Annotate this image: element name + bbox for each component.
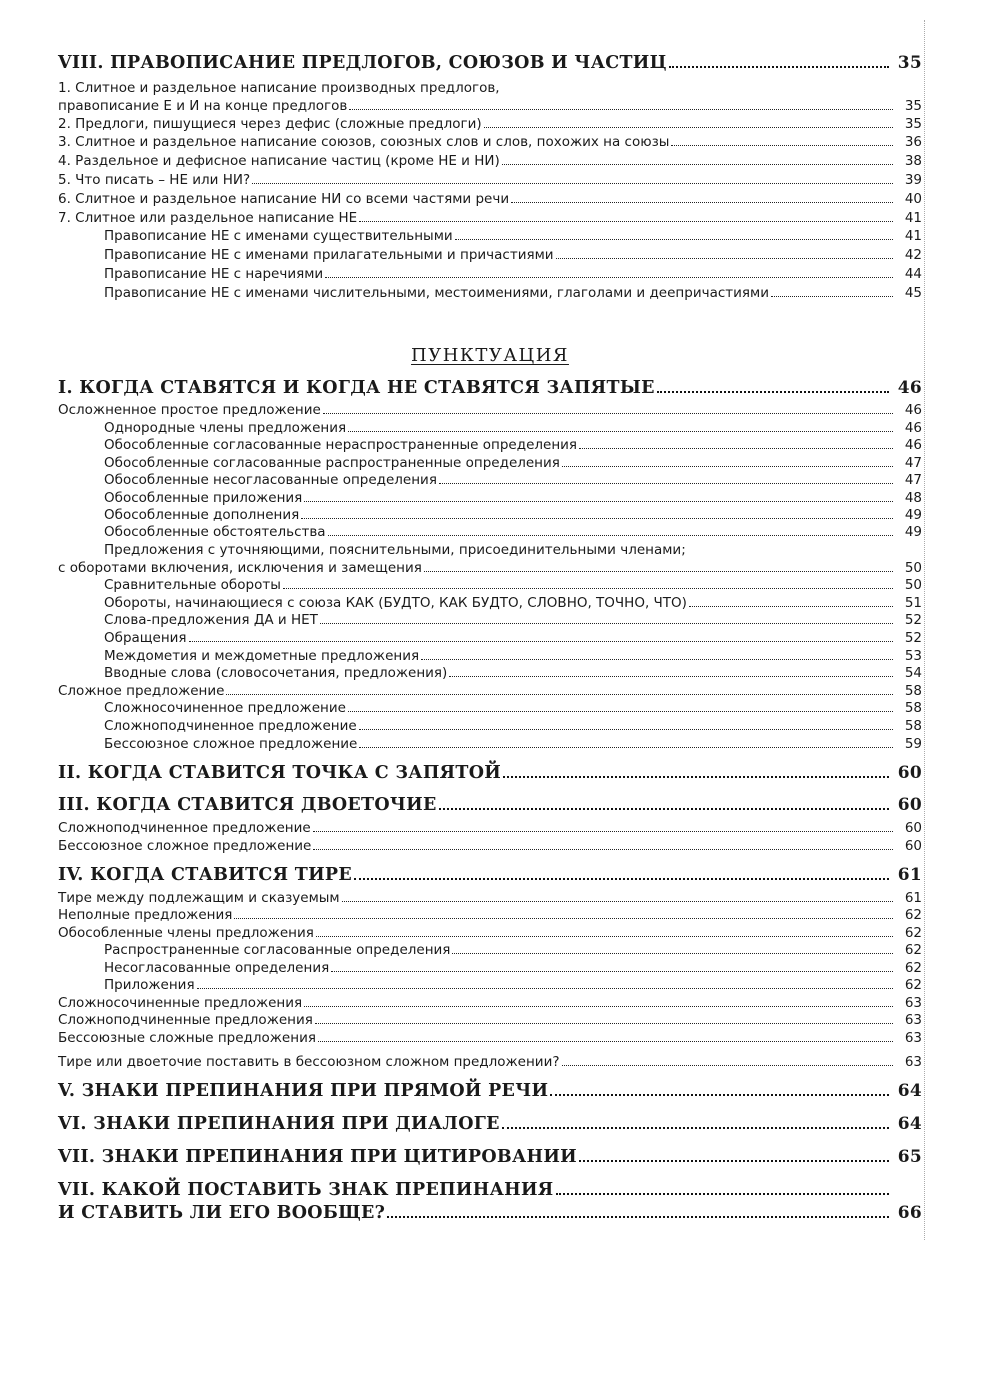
dot-leader [331,970,893,972]
toc-entry [58,472,922,488]
toc-entry-title: 7. Слитное или раздельное написание НЕ [58,210,358,226]
toc-entry-title: Обособленные члены предложения [58,925,314,941]
toc-page-number: 46 [904,402,922,418]
dot-leader [579,1159,889,1162]
toc-page-number: 42 [904,247,922,263]
toc-entry [58,665,922,681]
toc-entry [58,630,922,646]
toc-page-number: 49 [904,524,922,540]
toc-page-number: 61 [897,865,922,885]
toc-page-number: 50 [904,577,922,593]
dot-leader [771,295,893,297]
toc-entry-title: 2. Предлоги, пишущиеся через дефис (сложные предлоги) [58,116,482,132]
dot-leader [316,935,893,937]
toc-page-number: 62 [904,925,922,941]
toc-entry [58,266,922,282]
dot-leader [226,693,893,695]
toc-entry-title: Обособленные приложения [104,490,303,506]
toc-page-number: 58 [904,718,922,734]
toc-entry-title: Распространенные согласованные определения [104,942,451,958]
toc-entry-title: Бессоюзное сложное предложение [58,838,312,854]
toc-entry [58,700,922,716]
toc-entry [58,420,922,436]
toc-entry-title: Сравнительные обороты [104,577,281,593]
dot-leader [315,1022,893,1024]
toc-chapter [58,1202,922,1224]
toc-entry [58,98,922,114]
dot-leader [313,848,893,850]
toc-entry [58,995,922,1011]
toc-entry-title: И СТАВИТЬ ЛИ ЕГО ВООБЩЕ? [58,1203,386,1223]
toc-entry-title: Обращения [104,630,187,646]
toc-page-number: 62 [904,960,922,976]
toc-entry-title: 4. Раздельное и дефисное написание частиц (кроме НЕ и НИ) [58,153,500,169]
toc-entry-title: правописание Е и И на конце предлогов [58,98,348,114]
dot-leader [689,605,893,607]
toc-entry-title: Осложненное простое предложение [58,402,321,418]
dot-leader [348,430,893,432]
toc-entry-title: V. ЗНАКИ ПРЕПИНАНИЯ ПРИ ПРЯМОЙ РЕЧИ [58,1081,549,1101]
dot-leader [562,1064,893,1066]
dot-leader [556,1192,889,1195]
toc-page-number: 41 [904,210,922,226]
toc-page-number: 61 [904,890,922,906]
toc-entry-title: Вводные слова (словосочетания, предложения) [104,665,448,681]
toc-entry [58,524,922,540]
toc-entry [58,542,922,558]
toc-entry-title: Сложносочиненные предложения [58,995,303,1011]
dot-leader [502,163,893,165]
dot-leader [354,877,889,880]
toc-entry [58,172,922,188]
toc-entry-title: VIII. ПРАВОПИСАНИЕ ПРЕДЛОГОВ, СОЮЗОВ И ЧАСТИЦ [58,53,667,73]
toc-entry-title: Сложносочиненное предложение [104,700,346,716]
toc-entry [58,437,922,453]
toc-entry [58,228,922,244]
toc-entry-title: Приложения [104,977,195,993]
dot-leader [301,517,893,519]
toc-entry-title: 1. Слитное и раздельное написание производных предлогов, [58,80,500,96]
toc-chapter [58,1080,922,1102]
toc-entry [58,890,922,906]
dot-leader [325,276,893,278]
section-heading [58,345,922,366]
toc-entry [58,1030,922,1046]
dot-leader [550,1093,889,1096]
toc-entry [58,116,922,132]
toc-page-number: 50 [904,560,922,576]
toc-entry-title: Сложное предложение [58,683,225,699]
toc-page-number: 47 [904,472,922,488]
dot-leader [511,201,893,203]
toc-page-number: 59 [904,736,922,752]
toc-entry [58,907,922,923]
dot-leader [197,987,893,989]
toc-entry-title: Обособленные обстоятельства [104,524,326,540]
toc-entry-title: Обособленные согласованные распространенные определения [104,455,560,471]
toc-page-number: 36 [904,134,922,150]
dot-leader [688,553,893,554]
toc-entry-title: 6. Слитное и раздельное написание НИ со всеми частями речи [58,191,510,207]
toc-entry [58,736,922,752]
dot-leader [502,91,893,92]
toc-page-number: 46 [904,437,922,453]
toc-entry-title: Бессоюзное сложное предложение [104,736,358,752]
toc-entry-title: Тире или двоеточие поставить в бессоюзном сложном предложении? [58,1054,560,1070]
dot-leader [421,658,893,660]
toc-page-number: 45 [904,285,922,301]
toc-page-number: 38 [904,153,922,169]
page-edge-line [924,20,926,1240]
toc-entry-title: Сложноподчиненное предложение [104,718,357,734]
toc-entry-title: Правописание НЕ с именами прилагательными и причастиями [104,247,554,263]
dot-leader [348,710,893,712]
toc-entry [58,153,922,169]
toc-page-number: 52 [904,612,922,628]
toc-entry-title: Обособленные согласованные нераспространенные определения [104,437,578,453]
toc-chapter [58,864,922,886]
dot-leader [439,482,893,484]
toc-page-number: 63 [904,1012,922,1028]
toc-page-number: 66 [897,1203,922,1223]
toc-entry-title: IV. КОГДА СТАВИТСЯ ТИРЕ [58,865,353,885]
toc-page-number: 65 [897,1147,922,1167]
toc-entry-title: 3. Слитное и раздельное написание союзов, союзных слов и слов, похожих на союзы [58,134,670,150]
toc-entry [58,648,922,664]
toc-page-number: 63 [904,1030,922,1046]
dot-leader [349,108,893,110]
toc-page-number: 53 [904,648,922,664]
toc-chapter [58,52,922,74]
toc-page-number: 35 [904,98,922,114]
toc-entry-title: с оборотами включения, исключения и замещения [58,560,422,576]
dot-leader [313,830,893,832]
toc-entry-title: Правописание НЕ с наречиями [104,266,324,282]
dot-leader [342,900,893,902]
toc-page-number: 35 [904,116,922,132]
toc-entry [58,247,922,263]
toc-entry [58,820,922,836]
toc-entry [58,612,922,628]
toc-page-number: 60 [897,795,922,815]
toc-page-number: 46 [904,420,922,436]
toc-page-number: 40 [904,191,922,207]
toc-entry [58,683,922,699]
dot-leader [671,144,893,146]
toc-page-number: 41 [904,228,922,244]
dot-leader [669,65,889,68]
toc-page-number: 47 [904,455,922,471]
dot-leader [424,570,893,572]
toc-page-number: 63 [904,1054,922,1070]
toc-page-number: 60 [904,820,922,836]
dot-leader [304,1005,893,1007]
toc-entry [58,455,922,471]
dot-leader [579,447,893,449]
toc-entry-title: VII. ЗНАКИ ПРЕПИНАНИЯ ПРИ ЦИТИРОВАНИИ [58,1147,578,1167]
toc-entry [58,490,922,506]
toc-entry [58,977,922,993]
toc-page-number: 52 [904,630,922,646]
dot-leader [234,917,893,919]
dot-leader [189,640,893,642]
toc-entry [58,960,922,976]
toc-entry-title: Несогласованные определения [104,960,330,976]
dot-leader [562,465,893,467]
toc-entry [58,80,922,96]
dot-leader [318,1040,893,1042]
dot-leader [452,952,893,954]
toc-page-number: 49 [904,507,922,523]
toc-page-number: 54 [904,665,922,681]
toc-entry-title: I. КОГДА СТАВЯТСЯ И КОГДА НЕ СТАВЯТСЯ ЗАПЯТЫЕ [58,378,655,398]
dot-leader [503,775,889,778]
toc-page-number: 62 [904,942,922,958]
toc-chapter [58,1113,922,1135]
toc-entry [58,595,922,611]
toc-chapter [58,1179,922,1201]
toc-entry-title: Правописание НЕ с именами существительными [104,228,453,244]
toc-page-number: 48 [904,490,922,506]
toc-entry [58,1012,922,1028]
toc-entry [58,191,922,207]
toc-entry [58,718,922,734]
dot-leader [455,238,893,240]
toc-entry [58,925,922,941]
toc-entry-title: Обособленные несогласованные определения [104,472,437,488]
dot-leader [304,500,893,502]
toc-chapter [58,762,922,784]
dot-leader [502,1126,889,1129]
dot-leader [387,1215,889,1218]
dot-leader [359,220,893,222]
toc-page-number: 58 [904,700,922,716]
toc-entry [58,560,922,576]
dot-leader [323,412,893,414]
toc-entry-title: Обороты, начинающиеся с союза КАК (БУДТО, КАК БУДТО, СЛОВНО, ТОЧНО, ЧТО) [104,595,687,611]
toc-chapter [58,377,922,399]
toc-page-number: 39 [904,172,922,188]
toc-page-number: 62 [904,907,922,923]
toc-entry [58,285,922,301]
section-heading-text: ПУНКТУАЦИЯ [411,345,569,366]
toc-entry-title: Тире между подлежащим и сказуемым [58,890,340,906]
toc-entry [58,1054,922,1070]
toc-page-number: 60 [904,838,922,854]
dot-leader [359,728,893,730]
toc-chapter [58,1146,922,1168]
toc-entry-title: Междометия и междометные предложения [104,648,420,664]
toc-entry-title: Сложноподчиненные предложения [58,1012,313,1028]
toc-chapter [58,794,922,816]
toc-entry-title: Слова-предложения ДА и НЕТ [104,612,318,628]
toc-page-number: 63 [904,995,922,1011]
toc-page-number: 46 [897,378,922,398]
toc-entry-title: Обособленные дополнения [104,507,300,523]
dot-leader [484,126,893,128]
toc-page-number: 58 [904,683,922,699]
toc-entry [58,507,922,523]
dot-leader [283,587,893,589]
toc-entry [58,402,922,418]
toc-page-number: 44 [904,266,922,282]
toc-page-number: 62 [904,977,922,993]
dot-leader [320,622,893,624]
toc-entry-title: Бессоюзные сложные предложения [58,1030,316,1046]
toc-entry-title: Предложения с уточняющими, пояснительными, присоединительными членами; [104,542,686,558]
dot-leader [439,807,889,810]
toc-entry-title: Сложноподчиненное предложение [58,820,311,836]
toc-page-number: 64 [897,1081,922,1101]
toc-entry-title: 5. Что писать – НЕ или НИ? [58,172,251,188]
toc-entry [58,134,922,150]
toc-entry-title: VII. КАКОЙ ПОСТАВИТЬ ЗНАК ПРЕПИНАНИЯ [58,1180,554,1200]
toc-entry-title: VI. ЗНАКИ ПРЕПИНАНИЯ ПРИ ДИАЛОГЕ [58,1114,500,1134]
toc-entry-title: III. КОГДА СТАВИТСЯ ДВОЕТОЧИЕ [58,795,437,815]
toc-entry-title: Однородные члены предложения [104,420,347,436]
dot-leader [252,182,893,184]
toc-page-number: 51 [904,595,922,611]
toc-entry [58,577,922,593]
dot-leader [556,257,893,259]
toc-entry [58,942,922,958]
toc-entry-title: Правописание НЕ с именами числительными, местоимениями, глаголами и деепричастиями [104,285,769,301]
dot-leader [657,390,889,393]
toc-page-number: 35 [897,53,922,73]
dot-leader [449,675,893,677]
dot-leader [359,746,893,748]
dot-leader [328,534,893,536]
toc-entry [58,210,922,226]
toc-entry-title: Неполные предложения [58,907,233,923]
toc-entry [58,838,922,854]
toc-page-number: 60 [897,763,922,783]
toc-page-number: 64 [897,1114,922,1134]
toc-entry-title: II. КОГДА СТАВИТСЯ ТОЧКА С ЗАПЯТОЙ [58,763,502,783]
